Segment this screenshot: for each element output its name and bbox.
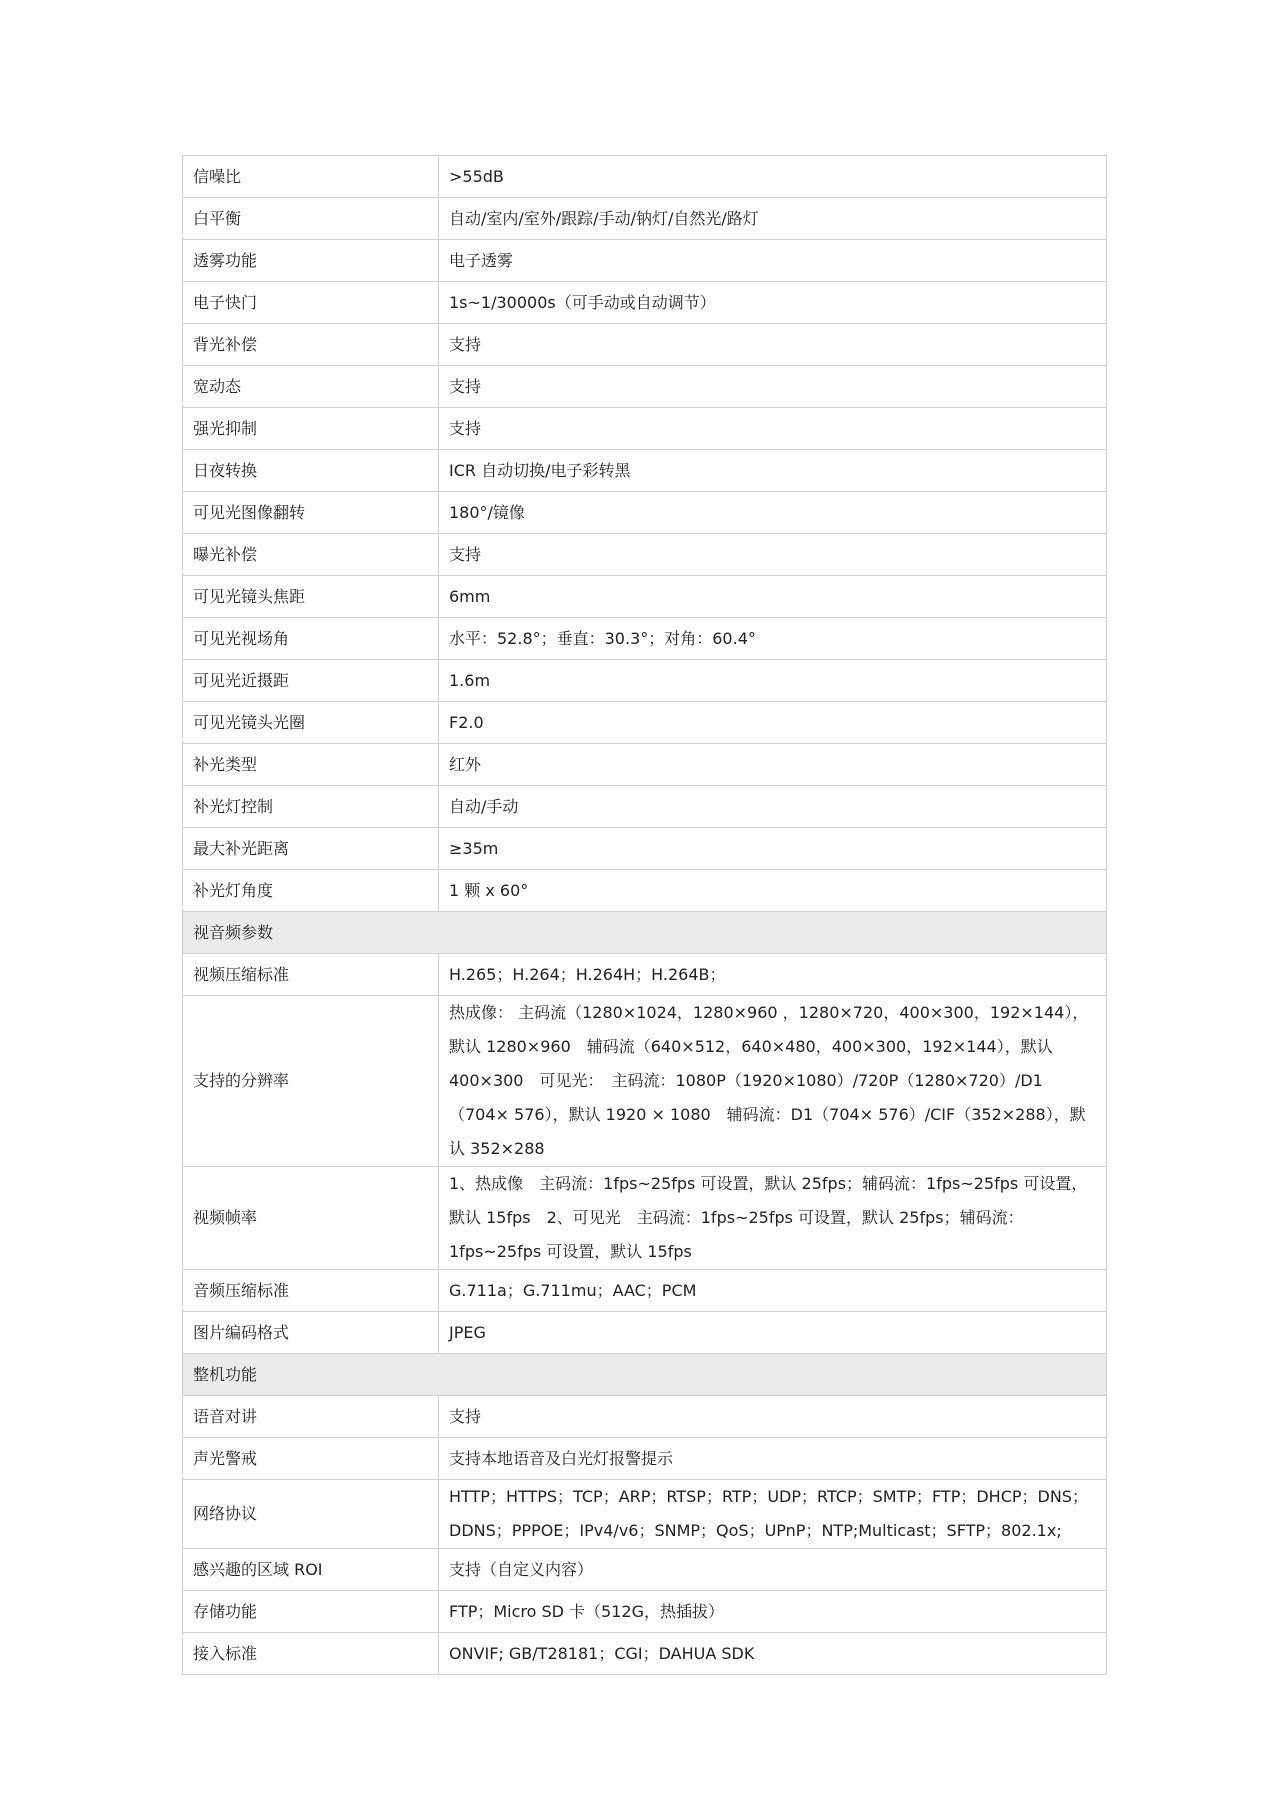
spec-key: 感兴趣的区域 ROI	[183, 1549, 439, 1591]
spec-key: 背光补偿	[183, 324, 439, 366]
spec-key: 接入标准	[183, 1633, 439, 1675]
spec-row	[183, 408, 1107, 450]
spec-key: 语音对讲	[183, 1396, 439, 1438]
spec-row	[183, 450, 1107, 492]
spec-row	[183, 1438, 1107, 1480]
spec-key: 日夜转换	[183, 450, 439, 492]
spec-value: 支持（自定义内容）	[439, 1549, 1107, 1591]
spec-key: 网络协议	[183, 1480, 439, 1549]
spec-table	[182, 155, 1107, 1675]
spec-row	[183, 492, 1107, 534]
spec-row	[183, 1167, 1107, 1270]
spec-value: FTP；Micro SD 卡（512G，热插拔）	[439, 1591, 1107, 1633]
spec-value: 6mm	[439, 576, 1107, 618]
spec-row	[183, 786, 1107, 828]
spec-row	[183, 282, 1107, 324]
section-title: 视音频参数	[183, 912, 1107, 954]
spec-key: 存储功能	[183, 1591, 439, 1633]
spec-row	[183, 576, 1107, 618]
spec-row	[183, 366, 1107, 408]
spec-key: 电子快门	[183, 282, 439, 324]
spec-row	[183, 1396, 1107, 1438]
spec-row	[183, 198, 1107, 240]
spec-value: HTTP；HTTPS；TCP；ARP；RTSP；RTP；UDP；RTCP；SMTP；FTP；DHCP；DNS；DDNS；PPPOE；IPv4/v6；SNMP；QoS；UPnP；NTP;Multicast；SFTP；802.1x;	[439, 1480, 1107, 1549]
spec-row	[183, 618, 1107, 660]
spec-table-body	[183, 156, 1107, 1675]
spec-row	[183, 828, 1107, 870]
section-header-row	[183, 1354, 1107, 1396]
spec-value: 支持	[439, 534, 1107, 576]
spec-key: 视频压缩标准	[183, 954, 439, 996]
spec-value: 支持	[439, 366, 1107, 408]
spec-key: 透雾功能	[183, 240, 439, 282]
spec-key: 支持的分辨率	[183, 996, 439, 1167]
spec-value: 1s~1/30000s（可手动或自动调节）	[439, 282, 1107, 324]
spec-row	[183, 1633, 1107, 1675]
spec-row	[183, 1480, 1107, 1549]
spec-row	[183, 1270, 1107, 1312]
spec-key: 声光警戒	[183, 1438, 439, 1480]
section-header-row	[183, 912, 1107, 954]
spec-value: 自动/手动	[439, 786, 1107, 828]
spec-value: 180°/镜像	[439, 492, 1107, 534]
spec-key: 补光类型	[183, 744, 439, 786]
spec-value: 自动/室内/室外/跟踪/手动/钠灯/自然光/路灯	[439, 198, 1107, 240]
spec-row	[183, 954, 1107, 996]
spec-value: 1.6m	[439, 660, 1107, 702]
spec-row	[183, 156, 1107, 198]
spec-key: 信噪比	[183, 156, 439, 198]
spec-key: 音频压缩标准	[183, 1270, 439, 1312]
spec-key: 补光灯控制	[183, 786, 439, 828]
spec-value: 支持本地语音及白光灯报警提示	[439, 1438, 1107, 1480]
spec-row	[183, 534, 1107, 576]
spec-key: 宽动态	[183, 366, 439, 408]
spec-row	[183, 1591, 1107, 1633]
spec-key: 可见光近摄距	[183, 660, 439, 702]
spec-row	[183, 324, 1107, 366]
spec-row	[183, 702, 1107, 744]
spec-value: >55dB	[439, 156, 1107, 198]
spec-value: 热成像： 主码流（1280×1024，1280×960 ，1280×720，400×300，192×144），默认 1280×960 辅码流（640×512，640×480，400×300，192×144），默认 400×300 可见光： 主码流：1080P（1920×1080）/720P（1280×720）/D1（704× 576），默认 1920 × 1080 辅码流：D1（704× 576）/CIF（352×288），默认 352×288	[439, 996, 1107, 1167]
spec-value: 支持	[439, 408, 1107, 450]
spec-value: ICR 自动切换/电子彩转黑	[439, 450, 1107, 492]
spec-key: 视频帧率	[183, 1167, 439, 1270]
spec-value: 电子透雾	[439, 240, 1107, 282]
spec-row	[183, 744, 1107, 786]
spec-key: 白平衡	[183, 198, 439, 240]
spec-row	[183, 1312, 1107, 1354]
spec-row	[183, 996, 1107, 1167]
spec-value: 红外	[439, 744, 1107, 786]
spec-value: G.711a；G.711mu；AAC；PCM	[439, 1270, 1107, 1312]
spec-value: 支持	[439, 1396, 1107, 1438]
spec-value: F2.0	[439, 702, 1107, 744]
spec-row	[183, 660, 1107, 702]
spec-key: 补光灯角度	[183, 870, 439, 912]
spec-value: 1、热成像 主码流：1fps~25fps 可设置，默认 25fps；辅码流：1fps~25fps 可设置，默认 15fps 2、可见光 主码流：1fps~25fps 可设置，默认 25fps；辅码流：1fps~25fps 可设置，默认 15fps	[439, 1167, 1107, 1270]
spec-document	[182, 155, 1106, 1675]
spec-row	[183, 240, 1107, 282]
spec-key: 可见光图像翻转	[183, 492, 439, 534]
section-title: 整机功能	[183, 1354, 1107, 1396]
spec-key: 可见光视场角	[183, 618, 439, 660]
spec-value: 水平：52.8°；垂直：30.3°；对角：60.4°	[439, 618, 1107, 660]
spec-key: 图片编码格式	[183, 1312, 439, 1354]
spec-value: ONVIF; GB/T28181；CGI；DAHUA SDK	[439, 1633, 1107, 1675]
spec-key: 曝光补偿	[183, 534, 439, 576]
spec-key: 可见光镜头焦距	[183, 576, 439, 618]
spec-row	[183, 870, 1107, 912]
spec-key: 可见光镜头光圈	[183, 702, 439, 744]
spec-value: H.265；H.264；H.264H；H.264B；	[439, 954, 1107, 996]
spec-key: 强光抑制	[183, 408, 439, 450]
spec-value: 1 颗 x 60°	[439, 870, 1107, 912]
spec-key: 最大补光距离	[183, 828, 439, 870]
spec-row	[183, 1549, 1107, 1591]
spec-value: 支持	[439, 324, 1107, 366]
spec-value: ≥35m	[439, 828, 1107, 870]
spec-value: JPEG	[439, 1312, 1107, 1354]
